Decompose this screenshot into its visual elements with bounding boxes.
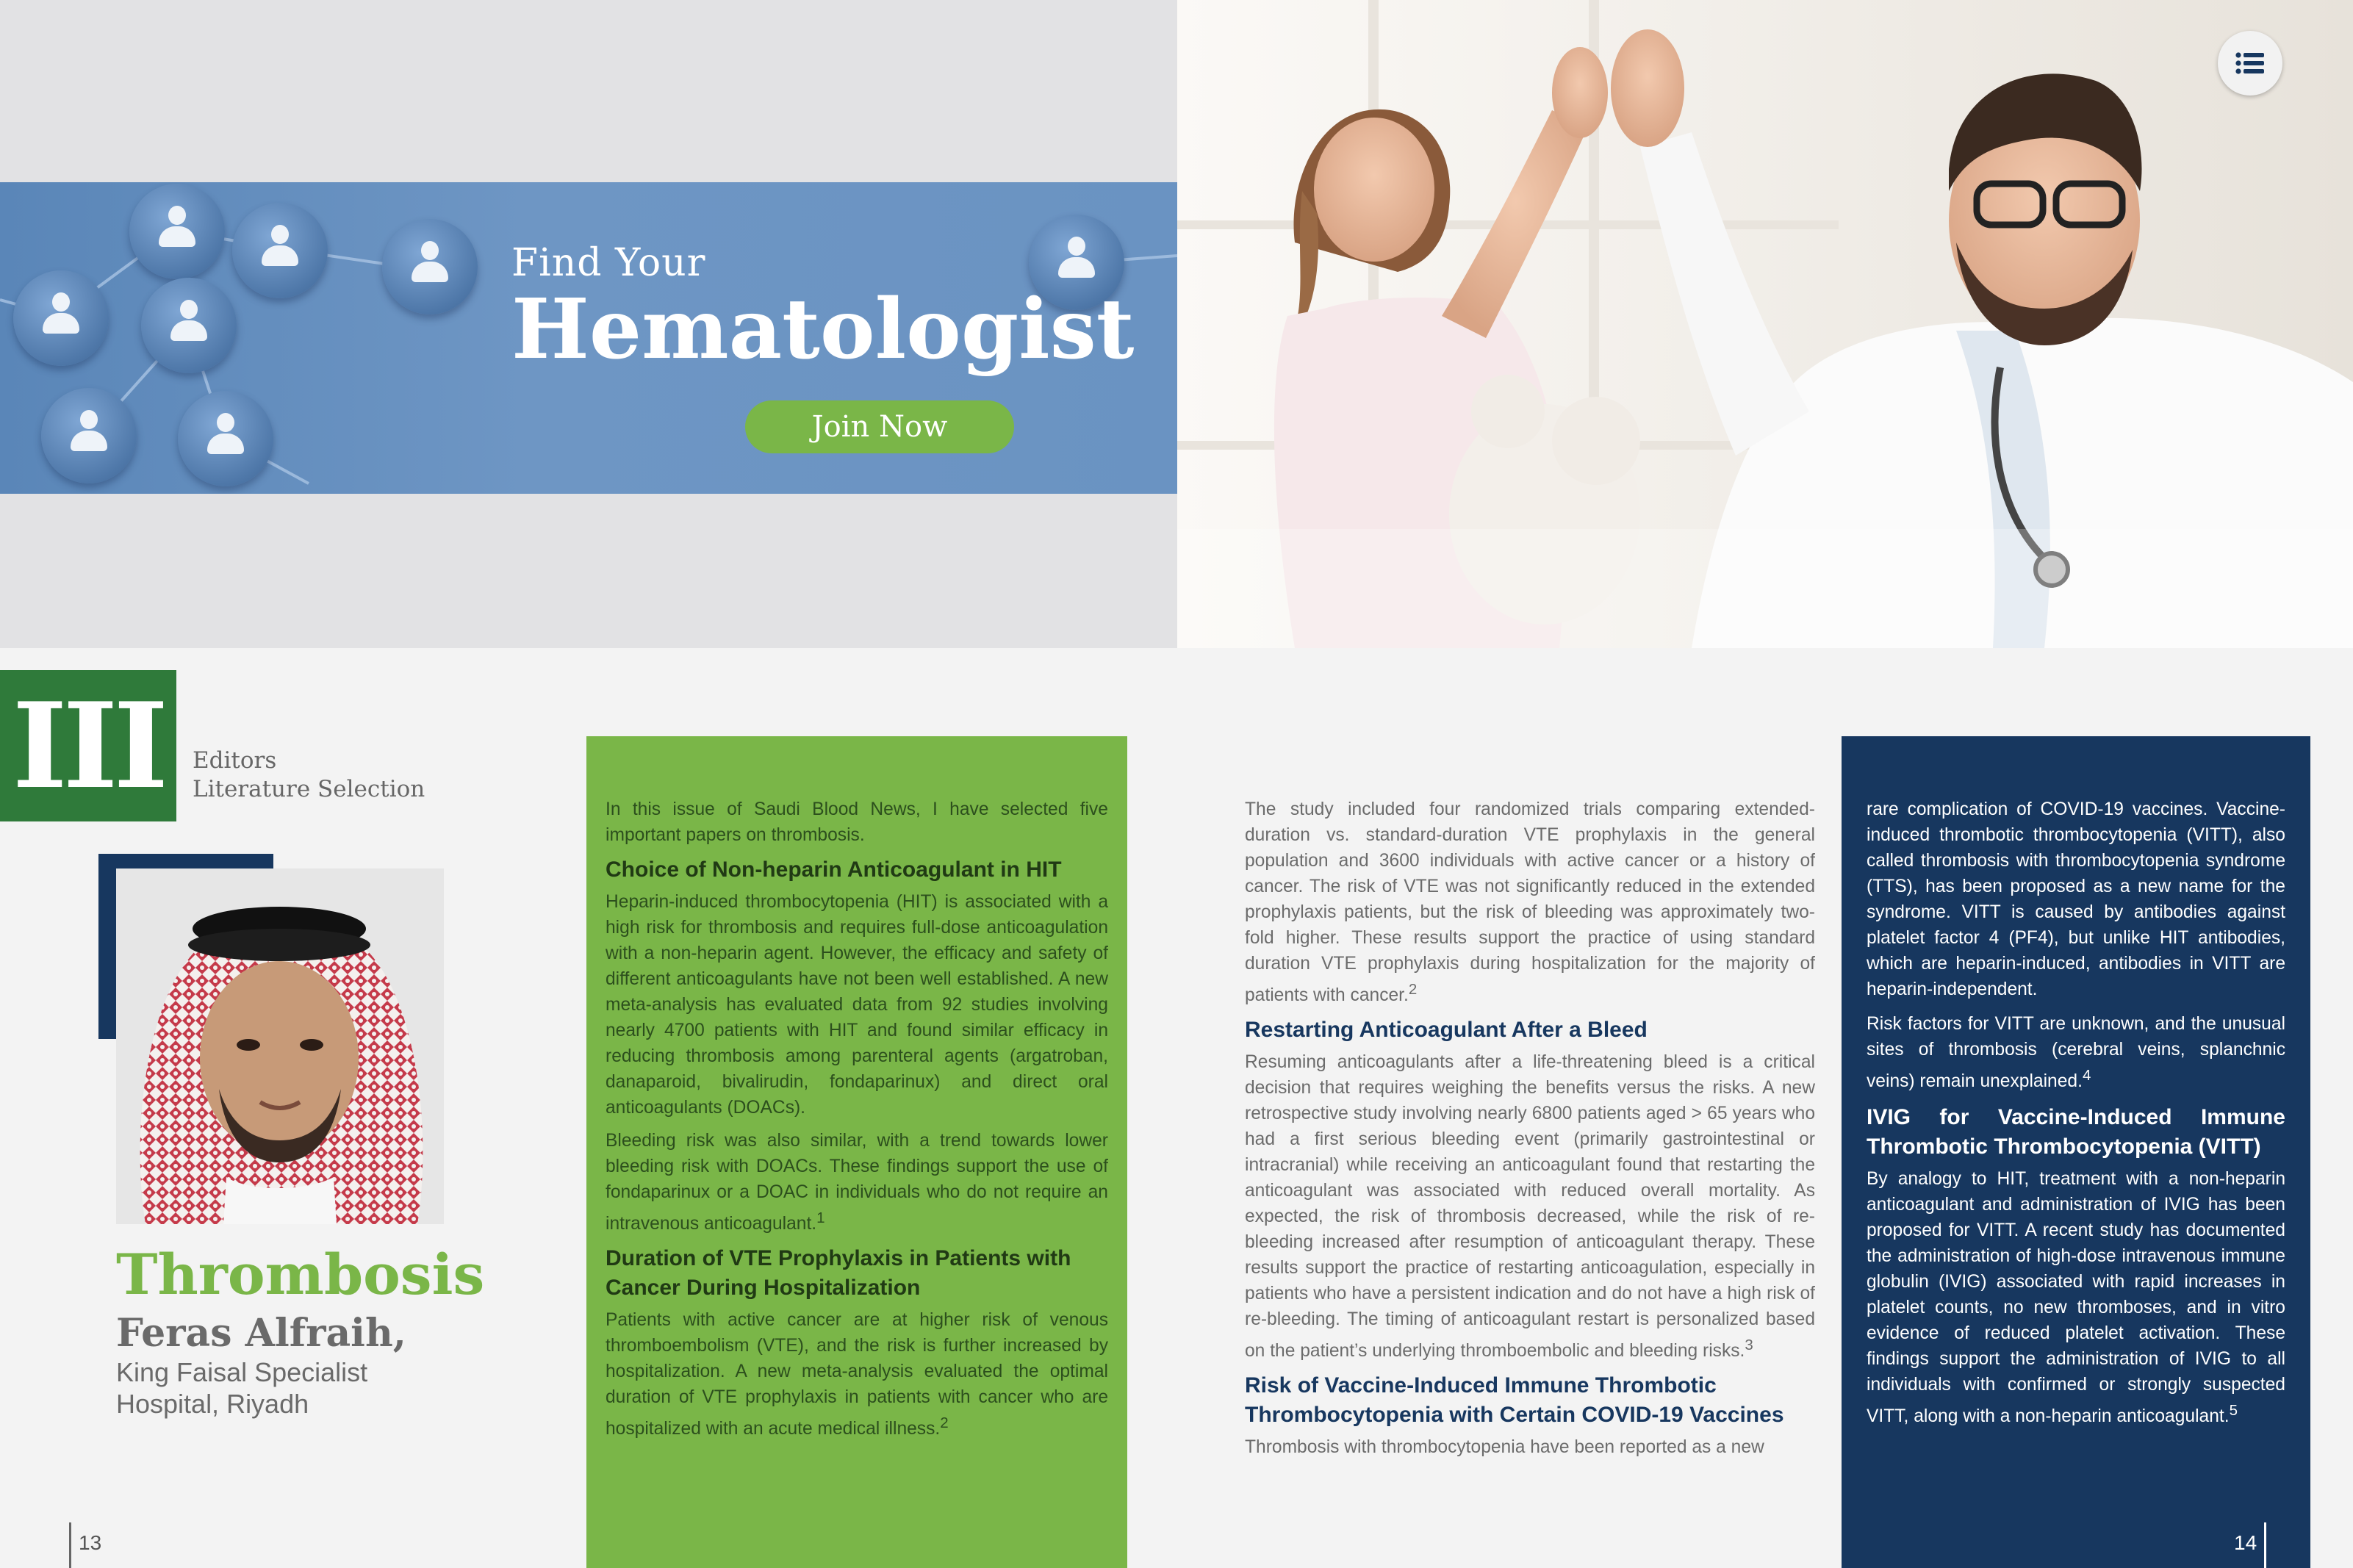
reference-mark: 2 [1408,981,1418,998]
editors-label: Editors [193,747,277,774]
person-node-icon [178,391,273,486]
author-name: Feras Alfraih, [116,1311,406,1356]
banner-title: Hematologist [511,281,1135,378]
paragraph-text: Resuming anticoagulants after a life-threatening bleed is a critical decision that requires weighing the benefits versus the risks. A new retrospective study involving nearly 6800 patients aged > 65 years who had a first serious bleeding event (primarily gastrointestinal or intracranial) while receiving an anticoagulant found that restarting the anticoagulant was associated with reduced overall mortality. As expected, the risk of thrombosis decreased, while the risk of re-bleeding increased after resumption of anticoagulant therapy. These results support the practice of restarting anticoagulation, especially in patients who have a persistent indication and do not have a high risk of re-bleeding. The timing of anticoagulant restart is personalized based on the patient’s underlying thromboembolic and bleeding risks. [1245,1052,1815,1362]
section-label [193,747,425,804]
reference-mark: 1 [816,1209,825,1226]
reference-mark: 4 [2082,1067,2091,1084]
paragraph-text: Bleeding risk was also similar, with a trend towards lower bleeding risk with DOACs. These findings support the use of fondaparinux or a DOAC in individuals who do not require an intravenous anticoagulant. [606,1131,1108,1234]
paragraph [1867,1166,2285,1429]
person-node-icon [141,278,237,373]
author-portrait [116,868,444,1224]
literature-selection-label: Literature Selection [193,775,425,802]
paragraph-text: By analogy to HIT, treatment with a non-heparin anticoagulant and administration of IVIG has been proposed for VITT. A recent study has documented the administration of high-dose intravenous immune globulin (IVIG) associated with rapid increases in platelet counts, no new thromboses, and in vitro evidence of reduced platelet activation. These findings support the administration of IVIG to all individuals with confirmed or strongly suspected VITT, along with a non-heparin anticoagulant. [1867,1169,2285,1427]
paragraph [606,1128,1108,1237]
paragraph: rare complication of COVID-19 vaccines. Vaccine-induced thrombotic thrombocytopenia (VITT), also called thrombosis with thrombocytopenia syndrome (TTS), has been proposed as a new name for the syndrome. VITT is caused by antibodies against platelet factor 4 (PF4), but unlike HIT antibodies, which are heparin-induced, antibodies in VITT are heparin-independent. [1867,799,2285,999]
find-hematologist-banner[interactable] [0,182,1177,494]
reference-mark: 3 [1745,1337,1753,1354]
doctor-child-photo [1177,0,2353,648]
list-icon [2235,52,2265,74]
intro-paragraph: In this issue of Saudi Blood News, I have selected five important papers on thrombosis. [606,799,1108,845]
person-node-icon [41,388,137,483]
banner-find-label: Find Your [511,241,706,285]
reference-mark: 5 [2229,1402,2238,1420]
person-node-icon [232,203,328,298]
paragraph-text: Patients with active cancer are at higher risk of venous thromboembolism (VTE), and the risk is further increased by hospitalization. A new meta-analysis evaluated the optimal duration of VTE prophylaxis in patients with cancer who are hospitalized with an acute medical illness. [606,1310,1108,1439]
heading-non-heparin-hit: Choice of Non-heparin Anticoagulant in HIT [606,857,1062,882]
page-number-left: 13 [69,1522,101,1568]
portrait-illustration [116,868,444,1224]
paragraph [1867,1011,2285,1094]
paragraph [1245,796,1815,1008]
heading-restarting-anticoagulant: Restarting Anticoagulant After a Bleed [1245,1018,1648,1043]
paragraph-text: The study included four randomized trials comparing extended-duration vs. standard-duration VTE prophylaxis in the general population and 3600 individuals with active cancer or a history of cancer. The risk of VTE was not significantly reduced in the extended prophylaxis patients, but the risk of bleeding was approximately two-fold higher. These results support the practice of using standard duration VTE prophylaxis during hospitalization for the majority of patients with cancer. [1245,799,1815,1006]
heading-vte-prophylaxis: Duration of VTE Prophylaxis in Patients with Cancer During Hospitalization [606,1246,1071,1301]
join-now-button[interactable]: Join Now [745,400,1014,453]
topic-title: Thrombosis [116,1242,485,1307]
heading-vitt-risk: Risk of Vaccine-Induced Immune Thrombotic Thrombocytopenia with Certain COVID-19 Vaccines [1245,1373,1784,1428]
author-affiliation: King Faisal Specialist Hospital, Riyadh [116,1357,368,1420]
paragraph [606,1307,1108,1442]
column-1 [606,796,1108,1449]
person-node-icon [129,184,225,279]
reference-mark: 2 [940,1414,949,1432]
paragraph: Heparin-induced thrombocytopenia (HIT) is associated with a high risk for thrombosis and requires full-dose anticoagulation with a non-heparin agent. However, the efficacy and safety of different anticoagulants have not been well established. A new meta-analysis has evaluated data from 92 studies involving nearly 4700 patients with HIT and found similar efficacy in reducing thrombosis among parenteral agents (argatroban, danaparoid, bivalirudin, fondaparinux) and direct oral anticoagulants (DOACs). [606,892,1108,1118]
photo-illustration [1177,0,2353,648]
paragraph [1245,1049,1815,1364]
person-node-icon [382,219,478,314]
paragraph: Thrombosis with thrombocytopenia have been reported as a new [1245,1437,1764,1458]
paragraph-text: Risk factors for VITT are unknown, and the unusual sites of thrombosis (cerebral veins, splanchnic veins) remain unexplained. [1867,1014,2285,1092]
section-number: III [0,670,176,821]
person-node-icon [13,270,109,366]
heading-ivig-vitt: IVIG for Vaccine-Induced Immune Thrombotic Thrombocytopenia (VITT) [1867,1105,2285,1159]
column-3 [1867,796,2285,1438]
table-of-contents-button[interactable] [2218,31,2282,96]
column-2 [1245,796,1815,1467]
page-number-right: 14 [2234,1522,2266,1568]
banner-heading [511,241,1135,378]
